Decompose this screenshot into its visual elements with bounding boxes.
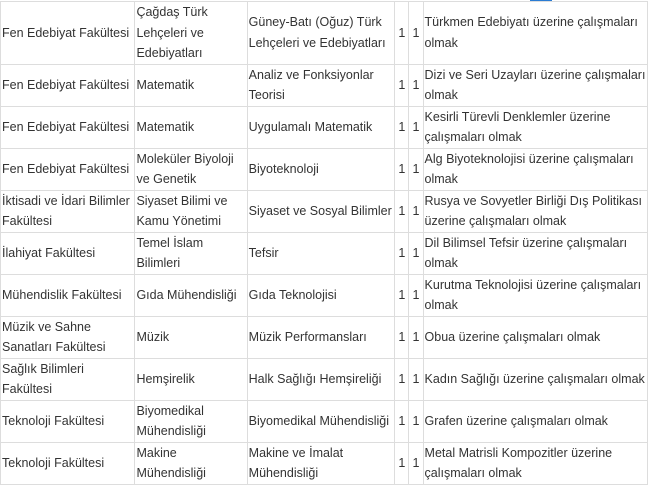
faculty-cell: Sağlık Bilimleri Fakültesi — [1, 358, 135, 400]
department-cell: Makine Mühendisliği — [135, 442, 247, 484]
quota-cell: 1 — [409, 148, 423, 190]
topic-cell: Türkmen Edebiyatı üzerine çalışmaları olmak — [423, 2, 647, 65]
department-cell: Müzik — [135, 316, 247, 358]
field-cell: Müzik Performansları — [247, 316, 395, 358]
count-cell: 1 — [395, 358, 409, 400]
table-body — [1, 2, 648, 485]
table-row — [1, 190, 648, 232]
quota-cell: 1 — [409, 64, 423, 106]
field-cell: Gıda Teknolojisi — [247, 274, 395, 316]
topic-cell: Obua üzerine çalışmaları olmak — [423, 316, 647, 358]
count-cell: 1 — [395, 232, 409, 274]
topic-cell: Dizi ve Seri Uzayları üzerine çalışmaları olmak — [423, 64, 647, 106]
department-cell: Gıda Mühendisliği — [135, 274, 247, 316]
table-row — [1, 2, 648, 65]
department-cell: Siyaset Bilimi ve Kamu Yönetimi — [135, 190, 247, 232]
field-cell: Güney-Batı (Oğuz) Türk Lehçeleri ve Edebiyatları — [247, 2, 395, 65]
quota-cell: 1 — [409, 190, 423, 232]
count-cell: 1 — [395, 106, 409, 148]
department-cell: Temel İslam Bilimleri — [135, 232, 247, 274]
quota-cell: 1 — [409, 442, 423, 484]
quota-cell: 1 — [409, 274, 423, 316]
faculty-cell: İktisadi ve İdari Bilimler Fakültesi — [1, 190, 135, 232]
department-cell: Matematik — [135, 106, 247, 148]
quota-cell: 1 — [409, 400, 423, 442]
faculty-cell: Fen Edebiyat Fakültesi — [1, 2, 135, 65]
topic-cell: Rusya ve Sovyetler Birliği Dış Politikası üzerine çalışmaları olmak — [423, 190, 647, 232]
faculty-cell: Teknoloji Fakültesi — [1, 400, 135, 442]
field-cell: Biyomedikal Mühendisliği — [247, 400, 395, 442]
department-cell: Matematik — [135, 64, 247, 106]
quota-cell: 1 — [409, 106, 423, 148]
topic-cell: Kadın Sağlığı üzerine çalışmaları olmak — [423, 358, 647, 400]
topic-cell: Kesirli Türevli Denklemler üzerine çalışmaları olmak — [423, 106, 647, 148]
count-cell: 1 — [395, 190, 409, 232]
table-row — [1, 358, 648, 400]
field-cell: Halk Sağlığı Hemşireliği — [247, 358, 395, 400]
topic-cell: Dil Bilimsel Tefsir üzerine çalışmaları olmak — [423, 232, 647, 274]
count-cell: 1 — [395, 274, 409, 316]
quota-cell: 1 — [409, 2, 423, 65]
count-cell: 1 — [395, 148, 409, 190]
table-row — [1, 274, 648, 316]
topic-cell: Metal Matrisli Kompozitler üzerine çalışmaları olmak — [423, 442, 647, 484]
table-row — [1, 148, 648, 190]
quota-cell: 1 — [409, 316, 423, 358]
department-cell: Biyomedikal Mühendisliği — [135, 400, 247, 442]
field-cell: Biyoteknoloji — [247, 148, 395, 190]
count-cell: 1 — [395, 442, 409, 484]
faculty-cell: Müzik ve Sahne Sanatları Fakültesi — [1, 316, 135, 358]
topic-cell: Kurutma Teknolojisi üzerine çalışmaları olmak — [423, 274, 647, 316]
count-cell: 1 — [395, 316, 409, 358]
field-cell: Siyaset ve Sosyal Bilimler — [247, 190, 395, 232]
faculty-cell: Fen Edebiyat Fakültesi — [1, 148, 135, 190]
department-cell: Moleküler Biyoloji ve Genetik — [135, 148, 247, 190]
topic-cell: Grafen üzerine çalışmaları olmak — [423, 400, 647, 442]
faculty-cell: Fen Edebiyat Fakültesi — [1, 106, 135, 148]
field-cell: Makine ve İmalat Mühendisliği — [247, 442, 395, 484]
faculty-cell: Teknoloji Fakültesi — [1, 442, 135, 484]
table-row — [1, 316, 648, 358]
count-cell: 1 — [395, 2, 409, 65]
field-cell: Tefsir — [247, 232, 395, 274]
table-row — [1, 106, 648, 148]
count-cell: 1 — [395, 64, 409, 106]
table-row — [1, 400, 648, 442]
quota-cell: 1 — [409, 232, 423, 274]
faculty-cell: Mühendislik Fakültesi — [1, 274, 135, 316]
faculty-cell: Fen Edebiyat Fakültesi — [1, 64, 135, 106]
table-row — [1, 442, 648, 484]
field-cell: Analiz ve Fonksiyonlar Teorisi — [247, 64, 395, 106]
field-cell: Uygulamalı Matematik — [247, 106, 395, 148]
quota-cell: 1 — [409, 358, 423, 400]
faculty-cell: İlahiyat Fakültesi — [1, 232, 135, 274]
topic-cell: Alg Biyoteknolojisi üzerine çalışmaları olmak — [423, 148, 647, 190]
department-cell: Çağdaş Türk Lehçeleri ve Edebiyatları — [135, 2, 247, 65]
table-row — [1, 232, 648, 274]
table-row — [1, 64, 648, 106]
positions-table — [0, 1, 648, 485]
department-cell: Hemşirelik — [135, 358, 247, 400]
count-cell: 1 — [395, 400, 409, 442]
